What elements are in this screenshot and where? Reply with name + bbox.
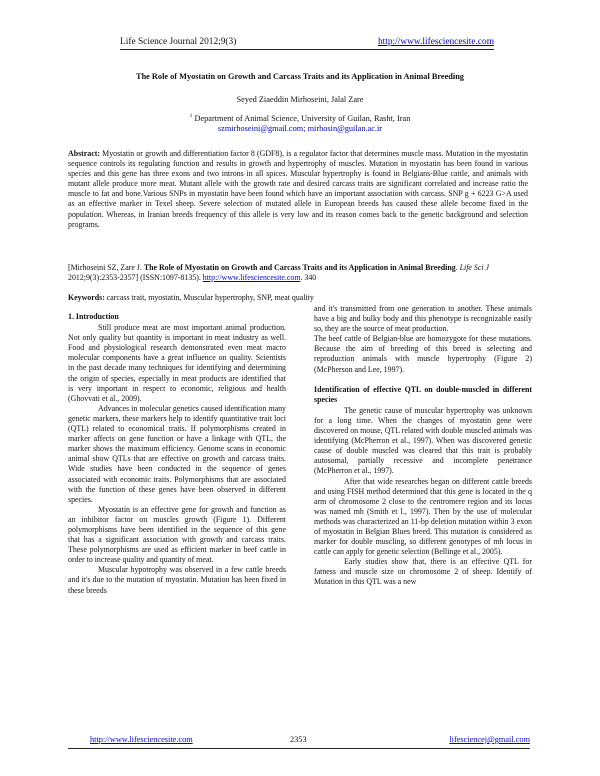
author-emails[interactable]: szmirhoseini@gmail.com; mirhosin@guilan.ac.ir bbox=[217, 124, 383, 133]
citation-suffix: . 340 bbox=[300, 273, 317, 283]
intro-paragraph-1: Still produce meat are most important animal production. Not only quality but quantity is important in meat industry as well. Food and physiological research demonstrated even meat macro molecular components have a great influence on quality. Scientists in the past decade many techniques for identifying and determining the origin of species, especially in meat products are identified that is very important in respect to economic, religious and health (Ghovvati et al., 2009). bbox=[68, 323, 286, 403]
intro-paragraph-2: Advances in molecular genetics caused identification many genetic markers, these markers help to identify quantitative trait loci (QTL) related to economical traits. If polymorphisms created in marker affects on gene function or have a linkage with QTL, the marker shows the maximum efficiency. Genome scans in economic animal show QTLs that are effective on growth and carcass traits. Wide studies have been conducted in the sequence of genes associated with economic traits. Polymorphisms that are associated with the function of these genes have been observed in different species. bbox=[68, 403, 286, 504]
citation-details: 2012;9(3):2353-2357] (ISSN:1097-8135). bbox=[68, 273, 203, 283]
keywords-text: carcass trait, myostatin, Muscular hypertrophy, SNP, meat quality bbox=[104, 293, 314, 302]
citation-url-link[interactable]: http://www.lifesciencesite.com bbox=[202, 273, 301, 283]
qtl-paragraph-2: After that wide researches began on different cattle breeds and using FISH method determined that this gene is located in the q arm of chromosome 2 close to the centromere region and its locus was named mh (Smith et l., 1997). Then by the use of molecular methods was characterized an 11-bp deletion mutation within 3 exon of myostatin in Belgian Blues breed. This mutation is considered as marker for double muscling, so different genotypes of mh locus in cattle can apply for genetic selection (Bellinge et al., 2005). bbox=[314, 476, 532, 557]
journal-citation-header: Life Science Journal 2012;9(3) bbox=[120, 37, 237, 47]
footer-email-link[interactable]: lifesciencej@gmail.com bbox=[449, 735, 530, 744]
keywords bbox=[68, 293, 528, 303]
abstract bbox=[68, 149, 528, 230]
intro-paragraph-4: Muscular hypotrophy was observed in a few cattle breeds and it's due to the mutation of myostatin. Mutation has been fixed in these breeds bbox=[68, 565, 286, 595]
page-footer bbox=[90, 734, 530, 746]
page-number: 2353 bbox=[290, 735, 307, 744]
qtl-paragraph-1: The genetic cause of muscular hypertrophy was unknown for a long time. When the changes of myostatin gene were discovered on mouse, QTL related with double muscled animals was identifying (McPherron et al., 1997). When was discovered genetic cause of double muscled was cleared that this trait is probably autosomal, partially recessive and incomplete penetrance (McPherron et al., 1997). bbox=[314, 405, 532, 476]
paper-title: The Role of Myostatin on Growth and Carcass Traits and its Application in Animal Breeding bbox=[136, 72, 464, 81]
abstract-label: Abstract: bbox=[68, 149, 100, 158]
left-column bbox=[68, 312, 286, 596]
qtl-paragraph-3: Early studies show that, there is an effective QTL for fatness and muscle size on chromosome 2 of sheep. Identify of Mutation in this QTL was a new bbox=[314, 557, 532, 587]
footer-rule bbox=[68, 748, 530, 749]
citation-journal: Life Sci J bbox=[459, 263, 490, 272]
right-paragraph-2: The beef cattle of Belgian-blue are homozygote for these mutations. Because the aim of breeding of this breed is selecting and reproduction animals with muscle hypertrophy (Figure 2) (McPherson and Lee, 1997). bbox=[314, 334, 532, 374]
header-rule bbox=[120, 49, 494, 50]
citation-prefix: [Mirhoseini SZ, Zare J. bbox=[68, 263, 144, 272]
paper-authors: Seyed Ziaeddin Mirhoseini, Jalal Zare bbox=[236, 95, 364, 104]
citation-title: The Role of Myostatin on Growth and Carcass Traits and its Application in Animal Breeding bbox=[143, 263, 456, 272]
affiliation-text: Department of Animal Science, University of Guilan, Rasht, Iran bbox=[194, 114, 411, 123]
right-column bbox=[314, 304, 532, 588]
keywords-label: Keywords: bbox=[68, 293, 105, 302]
section-heading-introduction: 1. Introduction bbox=[68, 312, 119, 321]
abstract-text: Myostatin or growth and differentiation factor 8 (GDF8), is a regulator factor that determines muscle mass. Mutation in the myostatin sequence controls its regulating function and results in growth and hypertrophy of muscles. Mutation in myostatin has been found in various species and this gene has three exons and two introns in all spices. Muscular hypertrophy is found in Belgians-Blue cattle, and animals with mutant allele produce more meat. Mutant allele with the growth rate and desired carcass traits are significant correlated and increase ratio the muscle to fat and bone.Various SNPs in myostatin have been found which have an important association with carcass. SNP g + 6223 G>A used as an effective marker in Texel sheep. Severe selection of mutated allele in European breeds has caused these allele become fixed in the population. Whereas, in Iranian breeds frequency of this allele is very low and its reason comes back to the genetic background and selection programs. bbox=[68, 149, 528, 229]
citation: [Mirhoseini SZ, Zare J. The Role of Myostatin on Growth and Carcass Traits and its Application in Animal Breeding. Life Sci J 2012;9(3):2353-2357] (ISSN:1097-8135). http://www.lifesciencesite.com. 340 bbox=[68, 263, 490, 283]
affiliation-mark: 1 bbox=[189, 113, 193, 119]
running-header bbox=[120, 35, 494, 49]
section-heading-qtl: Identification of effective QTL on double-muscled in different species bbox=[314, 384, 532, 404]
right-paragraph-1: and it's transmitted from one generation to another. These animals have a big and bulky body and this phenotype is recognizable easily so, they are the source of meat production. bbox=[314, 304, 532, 334]
footer-url-link[interactable]: http://www.lifesciencesite.com bbox=[90, 735, 193, 744]
journal-url-link[interactable]: http://www.lifesciencesite.com bbox=[377, 37, 494, 47]
intro-paragraph-3: Myostatin is an effective gene for growth and function as an inhibitor factor on muscles growth (Figure 1). Different polymorphisms have been identified in the sequence of this gene that has a significant association with growth and carcass traits. These polymorphisms are used as efficient marker in beef cattle in order to increase quality and quantity of meat. bbox=[68, 504, 286, 565]
